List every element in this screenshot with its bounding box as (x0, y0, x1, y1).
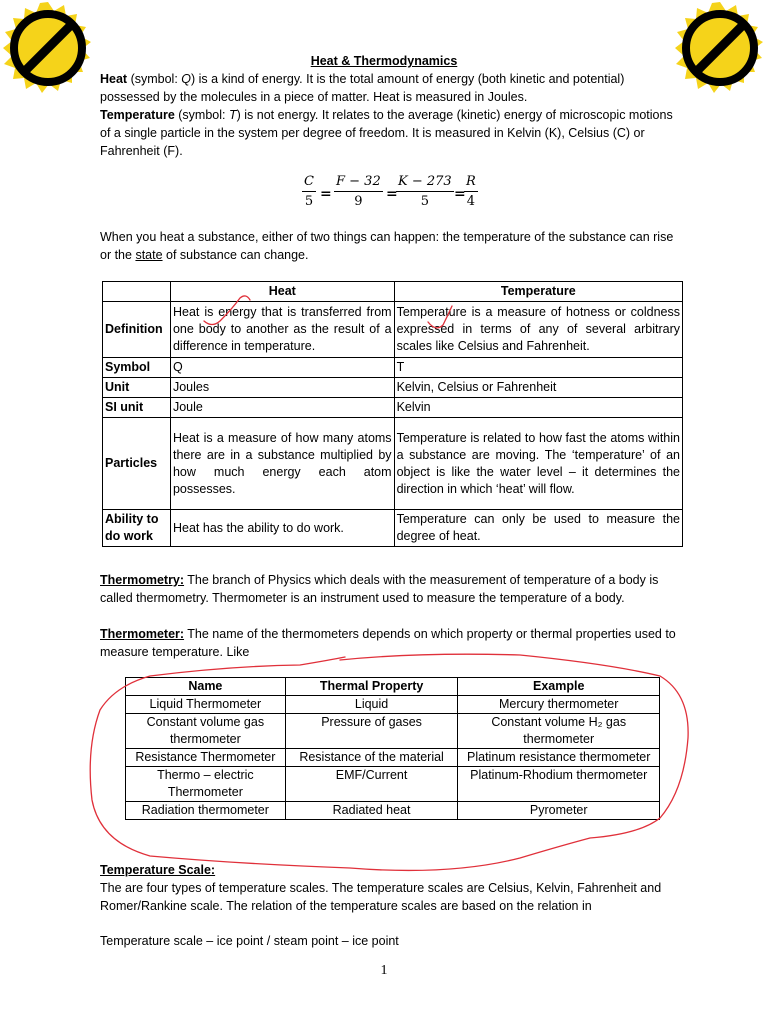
table-header-row (126, 678, 660, 696)
table-header-cell: Temperature (394, 282, 682, 302)
row-label: SI unit (103, 398, 171, 418)
table-cell: Resistance Thermometer (126, 749, 286, 767)
thermometer-text: The name of the thermometers depends on which property or thermal properties used to measure temperature. Like (100, 627, 676, 659)
intro-paragraph (100, 228, 685, 264)
row-label: Unit (103, 378, 171, 398)
table-row (103, 418, 683, 510)
table-cell: Heat is a measure of how many atoms there are in a substance multiplied by how much energy each atom possesses. (170, 418, 394, 510)
table-row (126, 749, 660, 767)
table-cell: Q (170, 358, 394, 378)
no-symbol-icon-right (674, 2, 766, 94)
temperature-definition (100, 106, 685, 160)
formula-term (302, 174, 316, 209)
table-header-row (103, 282, 683, 302)
formula-equals: = (454, 186, 466, 202)
heat-symbol: Q (181, 72, 192, 86)
table-row (126, 696, 660, 714)
row-label: Ability to do work (103, 510, 171, 547)
formula-denominator: 4 (466, 194, 476, 209)
table-row (103, 378, 683, 398)
table-cell: Heat has the ability to do work. (170, 510, 394, 547)
table-cell: Liquid Thermometer (126, 696, 286, 714)
row-label: Definition (103, 302, 171, 358)
table-cell: Temperature is related to how fast the atoms within a substance are moving. The ‘temperature’ of an object is like the water level – it determines the direction in which ‘heat’ will flow. (394, 418, 682, 510)
intro-pre: When you heat a substance, either of two things can happen: the temperature of the substance can rise or the (100, 230, 674, 262)
table-cell: Radiation thermometer (126, 802, 286, 820)
temperature-scale-paragraph: The are four types of temperature scales. The temperature scales are Celsius, Kelvin, Fahrenheit and Romer/Rankine scale. The relation of the temperature scales are based on the relation in (100, 881, 662, 913)
table-cell: Constant volume gas thermometer (126, 714, 286, 749)
formula-term (464, 174, 478, 209)
formula-numerator: F − 32 (336, 174, 381, 189)
thermometry-paragraph (100, 571, 685, 607)
table-cell: Radiated heat (285, 802, 458, 820)
thermometry-term: Thermometry: (100, 573, 185, 587)
no-symbol-icon-left (2, 2, 94, 94)
heat-symbol-prefix: (symbol: (127, 72, 182, 86)
heat-vs-temperature-table (102, 281, 683, 547)
table-row (126, 767, 660, 802)
conversion-formula (300, 174, 490, 218)
table-cell: T (394, 358, 682, 378)
table-header-cell: Thermal Property (285, 678, 458, 696)
table-cell: Thermo – electric Thermometer (126, 767, 286, 802)
heat-text: ) is a kind of energy. It is the total amount of energy (both kinetic and potential) possessed by the molecules in a piece of matter. Heat is measured in Joules. (100, 72, 625, 104)
temperature-scale-formula: Temperature scale – ice point / steam point – ice point (100, 934, 399, 948)
table-cell: Temperature can only be used to measure the degree of heat. (394, 510, 682, 547)
intro-state: state (135, 248, 163, 262)
table-cell: Pyrometer (458, 802, 660, 820)
formula-term (334, 174, 383, 209)
heat-term: Heat (100, 72, 128, 86)
table-header-cell: Name (126, 678, 286, 696)
page-number: 1 (380, 963, 388, 978)
heat-definition (100, 70, 685, 106)
table-cell: Heat is energy that is transferred from one body to another as the result of a difference in temperature. (170, 302, 394, 358)
formula-denominator: 5 (420, 194, 429, 209)
formula-denominator: 9 (354, 194, 363, 209)
table-cell: Platinum-Rhodium thermometer (458, 767, 660, 802)
table-cell: Platinum resistance thermometer (458, 749, 660, 767)
table-cell: Kelvin (394, 398, 682, 418)
row-label: Particles (103, 418, 171, 510)
thermometer-term: Thermometer: (100, 627, 185, 641)
row-label: Symbol (103, 358, 171, 378)
table-header-cell (103, 282, 171, 302)
thermometry-text: The branch of Physics which deals with the measurement of temperature of a body is called thermometry. Thermometer is an instrument used to measure the temperature of a body. (100, 573, 659, 605)
table-header-cell: Heat (170, 282, 394, 302)
table-row (103, 358, 683, 378)
table-row (103, 302, 683, 358)
formula-numerator: R (466, 174, 476, 189)
table-cell: Constant volume H₂ gas thermometer (458, 714, 660, 749)
table-cell: Temperature is a measure of hotness or coldness expressed in terms of any of several arbitrary scales like Celsius and Fahrenheit. (394, 302, 682, 358)
table-cell: Joule (170, 398, 394, 418)
formula-equals: = (386, 186, 398, 202)
temperature-scale-heading (100, 861, 685, 879)
intro-post: of substance can change. (162, 248, 309, 262)
formula-numerator: C (304, 174, 314, 189)
table-cell: Kelvin, Celsius or Fahrenheit (394, 378, 682, 398)
table-cell: Pressure of gases (285, 714, 458, 749)
table-cell: Mercury thermometer (458, 696, 660, 714)
table-header-cell: Example (458, 678, 660, 696)
page-title: Heat & Thermodynamics (310, 54, 458, 68)
table-row (126, 714, 660, 749)
table-row (126, 802, 660, 820)
thermometer-paragraph (100, 625, 685, 661)
formula-term (396, 174, 454, 209)
table-cell: Resistance of the material (285, 749, 458, 767)
table-cell: Liquid (285, 696, 458, 714)
temperature-symbol-prefix: (symbol: (174, 108, 229, 122)
table-cell: EMF/Current (285, 767, 458, 802)
section-heading: Temperature Scale: (100, 863, 216, 877)
formula-equals: = (320, 186, 332, 202)
formula-denominator: 5 (304, 194, 314, 209)
temperature-term: Temperature (100, 108, 175, 122)
formula-numerator: K − 273 (398, 174, 452, 189)
table-cell: Joules (170, 378, 394, 398)
temperature-text: ) is not energy. It relates to the average (kinetic) energy of microscopic motions of a single particle in the system per degree of freedom. It is measured in Kelvin (K), Celsius (C) or Fahrenheit (F). (100, 108, 673, 158)
table-row (103, 398, 683, 418)
thermometer-types-table (125, 677, 660, 820)
temperature-symbol: T (228, 108, 237, 122)
table-row (103, 510, 683, 547)
